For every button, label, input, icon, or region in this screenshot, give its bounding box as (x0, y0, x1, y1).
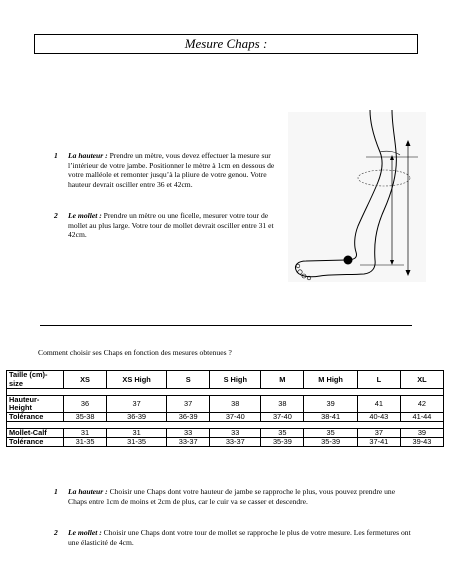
choice-text: Choisir une Chaps dont votre hauteur de jambe se rapproche le plus, vous pouvez prendre une Chaps entre 1cm de moins et 2cm de plus, car le cuir va se casser et descendre. (68, 487, 396, 506)
table-row (7, 413, 444, 422)
divider (40, 325, 412, 326)
table-cell: 37-41 (357, 438, 400, 447)
table-cell: 33 (210, 429, 261, 438)
table-cell: 39 (304, 396, 357, 413)
table-cell: 33 (167, 429, 210, 438)
table-cell: 35-39 (304, 438, 357, 447)
table-cell: 38-41 (304, 413, 357, 422)
row-label: Tolérance (7, 413, 64, 422)
instruction-term: Le mollet : (68, 211, 102, 220)
instruction-text: Prendre un mètre, vous devez effectuer la mesure sur l’intérieur de votre jambe. Positionner le mètre à 1cm en dessous de votre malléole et remonter jusqu’à la pliure de votre genou. Votre hauteur devrait osciller entre 36 et 42cm. (68, 151, 275, 189)
size-table (6, 370, 444, 447)
choice-calf (54, 528, 414, 547)
instruction-number: 1 (54, 151, 58, 160)
choice-number: 2 (54, 528, 58, 537)
table-cell: 37 (107, 396, 167, 413)
size-header: M (261, 371, 304, 389)
table-cell: 37 (357, 429, 400, 438)
table-cell: 35-38 (64, 413, 107, 422)
table-row (7, 396, 444, 413)
choice-term: Le mollet : (68, 528, 102, 537)
choice-number: 1 (54, 487, 58, 496)
table-row (7, 438, 444, 447)
row-label: Mollet-Calf (7, 429, 64, 438)
table-cell: 31 (64, 429, 107, 438)
choice-text: Choisir une Chaps dont votre tour de mollet se rapproche le plus de votre mesure. Les fermetures ont une élasticité de 4cm. (68, 528, 411, 547)
size-header: M High (304, 371, 357, 389)
table-cell: 35 (304, 429, 357, 438)
table-cell: 36 (64, 396, 107, 413)
instruction-number: 2 (54, 211, 58, 220)
table-cell: 40-43 (357, 413, 400, 422)
table-intro: Comment choisir ses Chaps en fonction des mesures obtenues ? (38, 348, 232, 357)
page-title: Mesure Chaps : (34, 34, 418, 54)
table-cell: 37 (167, 396, 210, 413)
instruction-term: La hauteur : (68, 151, 108, 160)
table-cell: 36-39 (167, 413, 210, 422)
row-label: Tolérance (7, 438, 64, 447)
instruction-height (54, 151, 279, 189)
table-cell: 33-37 (210, 438, 261, 447)
instruction-calf (54, 211, 279, 240)
table-cell: 31-35 (107, 438, 167, 447)
table-cell: 41-44 (400, 413, 443, 422)
choice-height (54, 487, 414, 506)
table-cell: 37-40 (261, 413, 304, 422)
table-cell: 36-39 (107, 413, 167, 422)
table-cell: 31 (107, 429, 167, 438)
table-cell: 38 (210, 396, 261, 413)
instruction-text: Prendre un mètre ou une ficelle, mesurer votre tour de mollet au plus large. Votre tour de mollet devrait osciller entre 31 et 42cm. (68, 211, 274, 240)
table-cell: 33-37 (167, 438, 210, 447)
table-cell: 37-40 (210, 413, 261, 422)
table-cell: 35 (261, 429, 304, 438)
ankle-marker (344, 256, 353, 265)
table-cell: 41 (357, 396, 400, 413)
size-header: L (357, 371, 400, 389)
table-cell: 35-39 (261, 438, 304, 447)
size-header: XL (400, 371, 443, 389)
size-header: S (167, 371, 210, 389)
choice-term: La hauteur : (68, 487, 108, 496)
table-cell: 42 (400, 396, 443, 413)
header-label: Taille (cm)-size (7, 371, 64, 389)
row-label: Hauteur-Height (7, 396, 64, 413)
table-header-row (7, 371, 444, 389)
size-header: XS High (107, 371, 167, 389)
table-cell: 39-43 (400, 438, 443, 447)
size-header: S High (210, 371, 261, 389)
table-cell: 31-35 (64, 438, 107, 447)
illustration-background (288, 112, 426, 282)
table-cell: 38 (261, 396, 304, 413)
table-cell: 39 (400, 429, 443, 438)
leg-measurement-illustration (280, 100, 430, 285)
size-header: XS (64, 371, 107, 389)
